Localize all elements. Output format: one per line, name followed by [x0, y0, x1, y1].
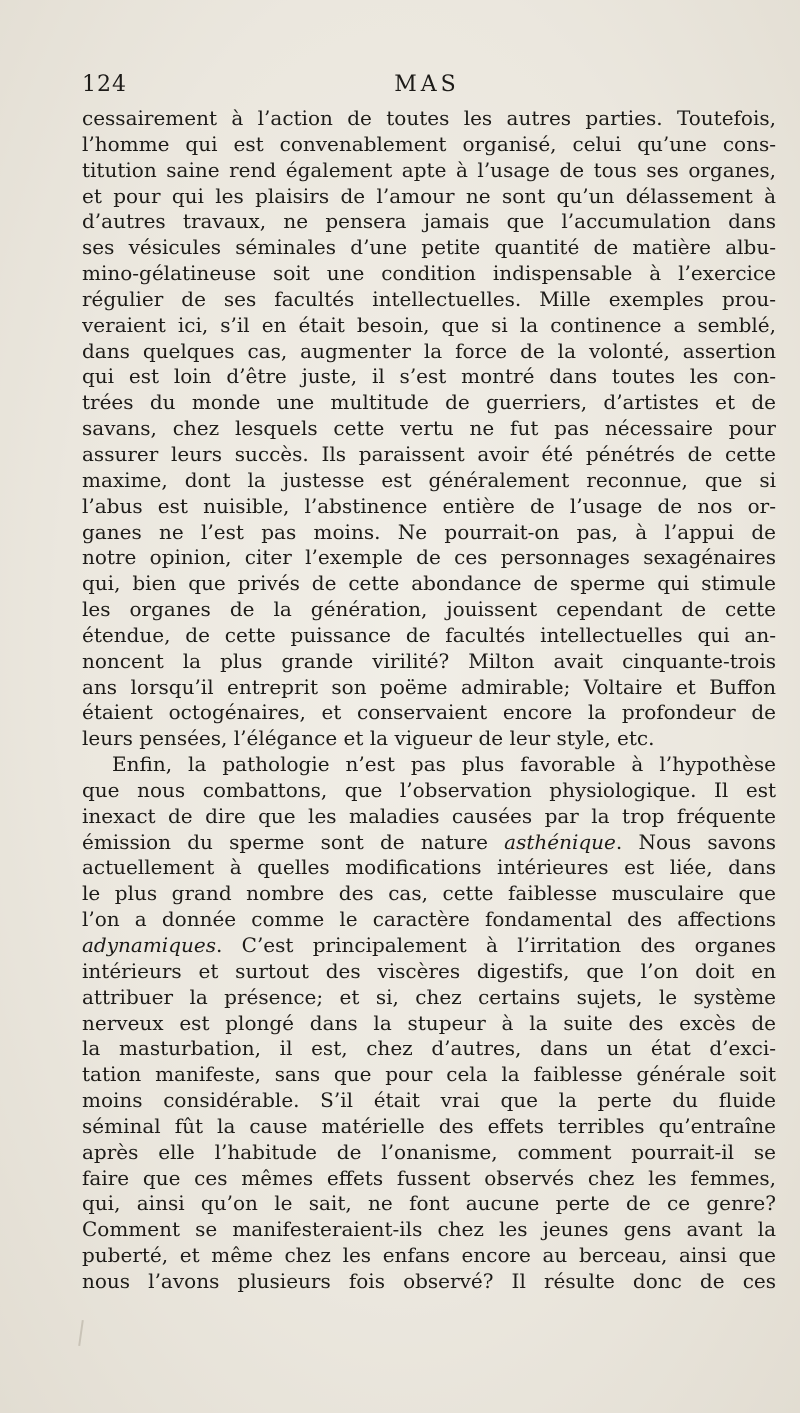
text-line: maxime, dont la justesse est généralement reconnue, que si [82, 467, 776, 492]
text-line: intérieurs et surtout des viscères digestifs, que l’on doit en [82, 958, 776, 983]
text-line: inexact de dire que les maladies causées par la trop fréquente [82, 803, 776, 828]
text-line: régulier de ses facultés intellectuelles. Mille exemples prou- [82, 286, 776, 311]
text-line: ans lorsqu’il entreprit son poëme admirable; Voltaire et Buffon [82, 674, 776, 699]
text-line: moins considérable. S’il était vrai que la perte du fluide [82, 1088, 776, 1113]
text-segment: . C’est principalement à l’irritation des organes [215, 933, 776, 957]
text-line: savans, chez lesquels cette vertu ne fut pas nécessaire pour [82, 416, 776, 441]
paper-mark [78, 1320, 84, 1346]
text-line: dans quelques cas, augmenter la force de la volonté, assertion [82, 338, 776, 363]
text-line: ses vésicules séminales d’une petite quantité de matière albu- [82, 235, 776, 260]
text-segment: émission du sperme sont de nature [82, 829, 505, 854]
text-line: attribuer la présence; et si, chez certains sujets, le système [82, 984, 776, 1009]
text-line: l’abus est nuisible, l’abstinence entière de l’usage de nos or- [82, 493, 776, 518]
text-line: séminal fût la cause matérielle des effets terribles qu’entraîne [82, 1113, 776, 1138]
text-line: puberté, et même chez les enfans encore au berceau, ainsi que [82, 1243, 776, 1268]
text-line: nerveux est plongé dans la stupeur à la suite des excès de [82, 1010, 776, 1035]
text-line: assurer leurs succès. Ils paraissent avoir été pénétrés de cette [82, 441, 776, 466]
text-line: veraient ici, s’il en était besoin, que si la continence a semblé, [82, 312, 776, 337]
text-line: actuellement à quelles modifications intérieures est liée, dans [82, 855, 776, 880]
text-line: étendue, de cette puissance de facultés intellectuelles qui an- [82, 622, 776, 647]
text-line: après elle l’habitude de l’onanisme, comment pourrait-il se [82, 1139, 776, 1164]
body-text [82, 106, 776, 1295]
text-line: titution saine rend également apte à l’usage de tous ses organes, [82, 157, 776, 182]
text-line: cessairement à l’action de toutes les autres parties. Toutefois, [82, 106, 776, 130]
page-number: 124 [82, 72, 127, 97]
text-line: nous l’avons plusieurs fois observé? Il résulte donc de ces [82, 1268, 776, 1293]
text-line: qui, bien que privés de cette abondance de sperme qui stimule [82, 571, 776, 596]
text-line: le plus grand nombre des cas, cette faiblesse musculaire que [82, 881, 776, 906]
paragraph-end-line: leurs pensées, l’élégance et la vigueur de leur style, etc. [82, 726, 655, 751]
text-line: tation manifeste, sans que pour cela la faiblesse générale soit [82, 1062, 776, 1087]
text-line: faire que ces mêmes effets fussent observés chez les femmes, [82, 1165, 776, 1190]
text-line: les organes de la génération, jouissent cependant de cette [82, 597, 776, 622]
text-line: d’autres travaux, ne pensera jamais que l’accumulation dans [82, 209, 776, 234]
text-line: notre opinion, citer l’exemple de ces personnages sexagénaires [82, 545, 776, 570]
text-line: étaient octogénaires, et conservaient encore la profondeur de [82, 700, 776, 725]
text-line [82, 830, 776, 856]
text-line: que nous combattons, que l’observation physiologique. Il est [82, 777, 776, 802]
running-head: MAS [394, 72, 460, 97]
text-segment: . Nous savons [615, 829, 776, 854]
text-line: la masturbation, il est, chez d’autres, dans un état d’exci- [82, 1036, 776, 1061]
text-line: ganes ne l’est pas moins. Ne pourrait-on pas, à l’appui de [82, 519, 776, 544]
italic-term: adynamiques [82, 933, 216, 957]
text-line: qui est loin d’être juste, il s’est montré dans toutes les con- [82, 364, 776, 389]
text-line: l’on a donnée comme le caractère fondamental des affections [82, 907, 776, 932]
page-header [82, 72, 772, 102]
text-line: et pour qui les plaisirs de l’amour ne sont qu’un délassement à [82, 183, 776, 208]
text-line: qui, ainsi qu’on le sait, ne font aucune perte de ce genre? [82, 1191, 776, 1216]
text-line: trées du monde une multitude de guerriers, d’artistes et de [82, 390, 776, 415]
text-line: mino-gélatineuse soit une condition indispensable à l’exercice [82, 261, 776, 286]
text-line: l’homme qui est convenablement organisé, celui qu’une cons- [82, 131, 776, 156]
text-line [82, 933, 776, 959]
paragraph-start-line: Enfin, la pathologie n’est pas plus favorable à l’hypothèse [112, 752, 776, 777]
text-line: noncent la plus grande virilité? Milton avait cinquante-trois [82, 648, 776, 673]
text-line: Comment se manifesteraient-ils chez les jeunes gens avant la [82, 1217, 776, 1242]
italic-term: asthénique [504, 829, 616, 854]
